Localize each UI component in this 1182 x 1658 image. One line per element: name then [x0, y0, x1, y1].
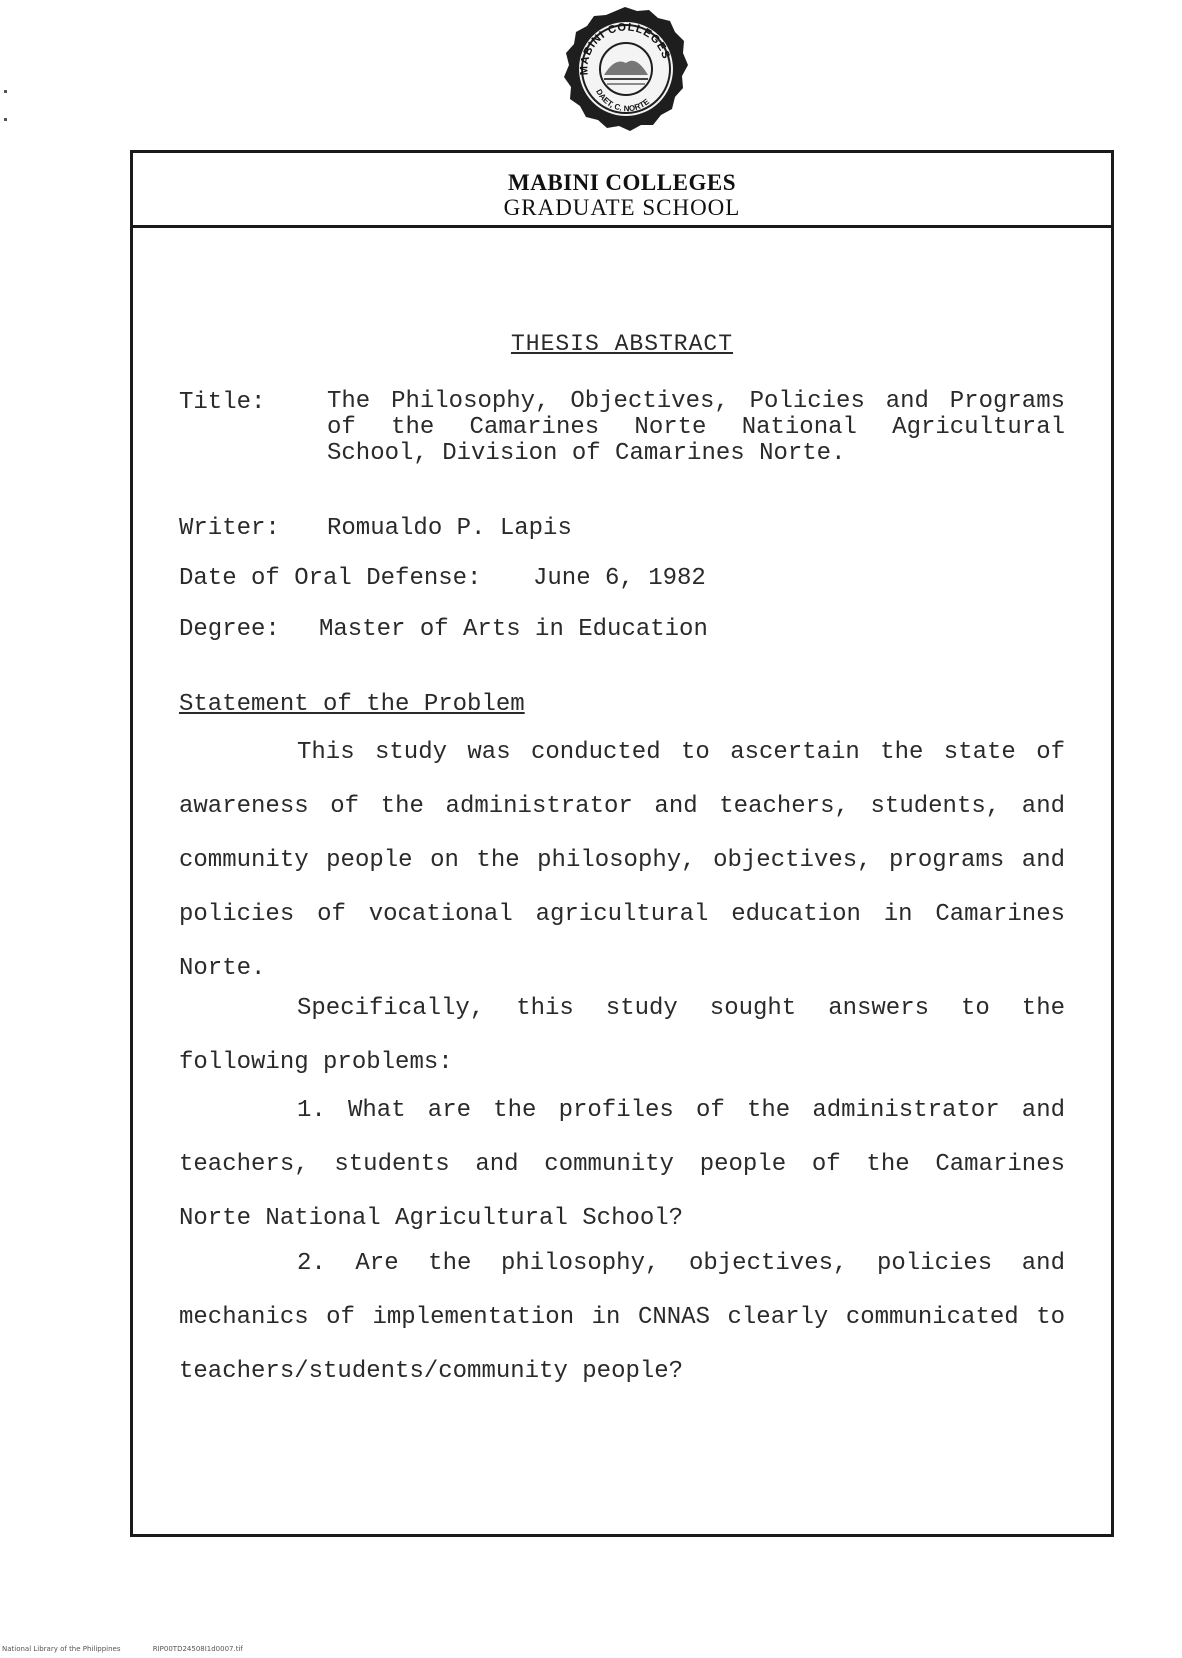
document-title: THESIS ABSTRACT	[510, 331, 734, 357]
college-seal-logo	[560, 5, 690, 133]
abstract-frame	[130, 150, 1114, 1537]
problem-item-1: 1. What are the profiles of the administrator and teachers, students and community people of the Camarines Norte National Agricultural School?	[179, 1097, 1065, 1232]
defense-date-label: Date of Oral Defense:	[179, 565, 482, 592]
institution-name: MABINI COLLEGES	[508, 170, 736, 195]
seal-top-text: MABINI COLLEGES	[578, 21, 673, 76]
title-value: The Philosophy, Objectives, Policies and Programs of the Camarines Norte National Agricultural School, Division of Camarines Norte.	[327, 388, 1065, 467]
section-heading: Statement of the Problem	[179, 691, 525, 718]
library-credit: National Library of the Philippines	[2, 1645, 121, 1653]
scan-footer	[2, 1645, 273, 1653]
problem-item-2: 2. Are the philosophy, objectives, policies and mechanics of implementation in CNNAS clearly communicated to teachers/students/community people?	[179, 1250, 1065, 1385]
paragraph-purpose: This study was conducted to ascertain the state of awareness of the administrator and teachers, students, and community people on the philosophy, objectives, programs and policies of vocational agricultural education in Camarines Norte.	[179, 739, 1065, 982]
writer-value: Romualdo P. Lapis	[327, 515, 572, 542]
file-name: RIP00TD24508I1d0007.tif	[152, 1645, 243, 1653]
defense-date-value: June 6, 1982	[533, 565, 706, 592]
school-name: GRADUATE SCHOOL	[503, 195, 741, 220]
scan-speck	[4, 90, 7, 93]
writer-label: Writer:	[179, 515, 280, 542]
institution-header	[133, 153, 1111, 228]
degree-label: Degree:	[179, 616, 280, 643]
title-label: Title:	[179, 389, 266, 416]
scan-speck	[4, 118, 7, 121]
paragraph-specific: Specifically, this study sought answers to the following problems:	[179, 995, 1065, 1076]
degree-value: Master of Arts in Education	[319, 616, 708, 643]
seal-bottom-text: DAET, C. NORTE	[594, 87, 651, 114]
